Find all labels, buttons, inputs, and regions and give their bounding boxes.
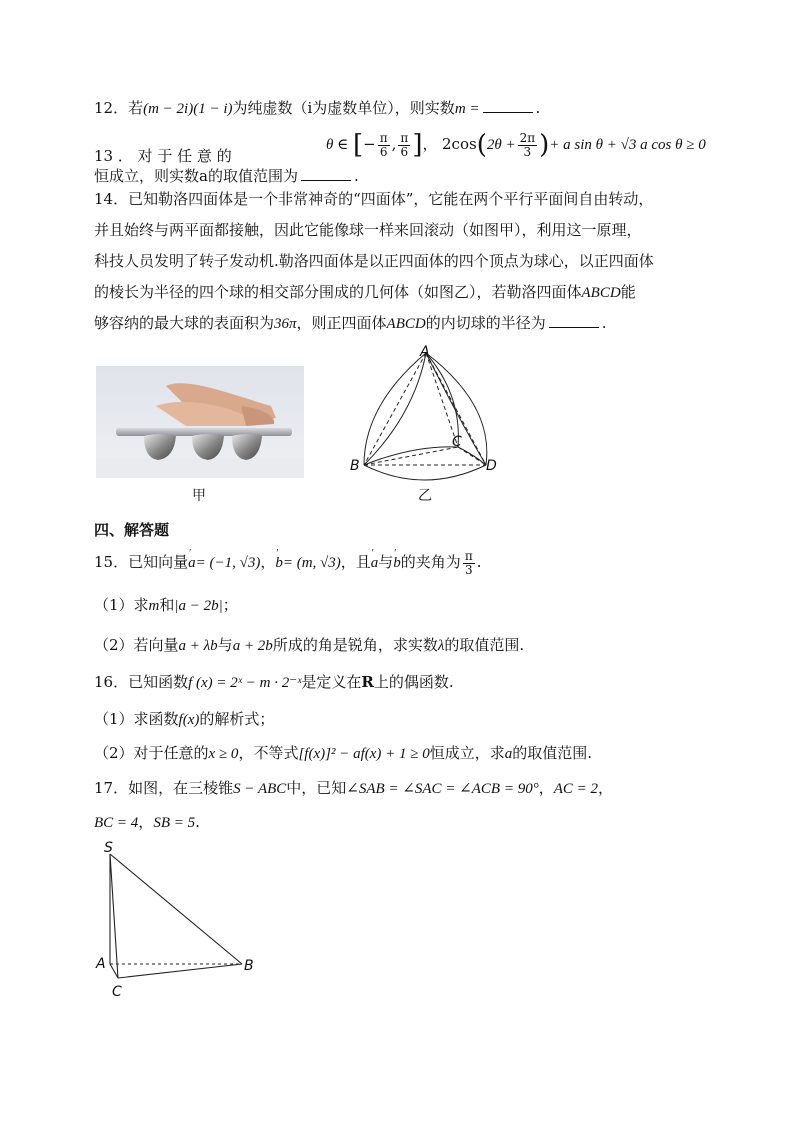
q12-variable: m = [454, 101, 480, 117]
reuleaux-tetrahedron-figure [344, 345, 504, 485]
q15-part1: （1）求m和|a − 2b|； [94, 596, 238, 614]
q12-end: . [535, 99, 541, 117]
q17-line1: 17．如图，在三棱锥S − ABC中，已知∠SAB = ∠SAC = ∠ACB = 90°，AC = 2， [94, 779, 614, 797]
q13-arg: 2θ + [486, 137, 516, 153]
q12-number: 12．若 [94, 99, 144, 117]
q14-line1: 14．已知勒洛四面体是一个非常神奇的“四面体”，它能在两个平行平面间自由转动， [94, 190, 654, 208]
q13-theta: θ ∈ [326, 137, 349, 153]
q13-number: 13 ． 对 于 任 意 的 [94, 147, 232, 165]
label-b: B [350, 458, 360, 474]
q16-part1: （1）求函数f(x)的解析式； [94, 710, 275, 728]
q13-frac1: $\frac{\pi}{6}$ [379, 130, 388, 159]
label-b-17: B [244, 958, 254, 974]
caption-yi: 乙 [418, 488, 432, 504]
q14-line2: 并且始终与两平面都接触，因此它能像球一样来回滚动（如图甲），利用这一原理， [94, 221, 642, 239]
label-c-17: C [112, 984, 122, 1000]
q13-answer-blank[interactable] [301, 166, 351, 181]
label-d: D [486, 458, 497, 474]
q13-line2: 恒成立，则实数a的取值范围为 . [94, 167, 359, 185]
q13-left-bracket: [ [353, 130, 364, 160]
label-a-17: A [96, 956, 106, 972]
q12-expression: (m − 2i)(1 − i) [143, 101, 233, 117]
q12-answer-blank[interactable] [483, 98, 533, 113]
q15-line1: 15．已知向量ʹ a= (−1, √3)，ʹ b= (m, √3)，且ʹ a与ʹ b的夹角为 $\frac{\pi}{3}$ . [94, 548, 481, 577]
q12-text: 为纯虚数（i为虚数单位），则实数 [232, 99, 455, 117]
caption-jia: 甲 [192, 488, 206, 504]
q13-right-bracket: ] [412, 130, 423, 160]
q13-text: 恒成立，则实数a的取值范围为 [94, 167, 298, 185]
q15-part2: （2）若向量a + λb与a + 2b所成的角是锐角，求实数λ的取值范围. [94, 636, 525, 654]
q16-line1: 16．已知函数f (x) = 2ˣ − m · 2⁻ˣ是定义在R上的偶函数. [94, 673, 454, 691]
q13-frac2: $\frac{\pi}{6}$ [400, 130, 409, 159]
label-s: S [104, 840, 113, 856]
q13-ineq-rest: + a sin θ + √3 a cos θ ≥ 0 [549, 137, 706, 153]
q12-line [94, 98, 540, 119]
q14-line3: 科技人员发明了转子发动机.勒洛四面体是以正四面体的四个顶点为球心，以正四面体 [94, 252, 654, 270]
q14-line5: 够容纳的最大球的表面积为36π，则正四面体ABCD的内切球的半径为 . [94, 314, 607, 332]
q13-inequality: 2cos(2θ + $\frac{2\pi}{3}$ )+ a sin θ + √3 a cos θ ≥ 0 [442, 130, 706, 160]
q13-line1 [94, 146, 232, 166]
q14-answer-blank[interactable] [549, 313, 599, 328]
q13-condition: θ ∈ [− $\frac{\pi}{6}$ , $\frac{\pi}{6}$ ]， [326, 130, 438, 160]
triangular-pyramid-figure [100, 850, 260, 990]
label-a: A [420, 344, 430, 360]
q13-frac3: $\frac{2\pi}{3}$ [519, 130, 536, 159]
q13-cos: 2cos [442, 135, 477, 153]
rolling-reuleaux-photo [96, 366, 304, 478]
q14-line4: 的棱长为半径的四个球的相交部分围成的几何体（如图乙），若勒洛四面体ABCD能 [94, 283, 636, 301]
q17-line2: BC = 4，SB = 5. [94, 813, 200, 831]
label-c: C [452, 434, 462, 450]
section-heading: 四、解答题 [94, 521, 170, 539]
q16-part2: （2）对于任意的x ≥ 0，不等式[f(x)]² − af(x) + 1 ≥ 0恒成立，求a的取值范围. [94, 744, 593, 762]
q15-frac: $\frac{\pi}{3}$ [464, 548, 473, 577]
